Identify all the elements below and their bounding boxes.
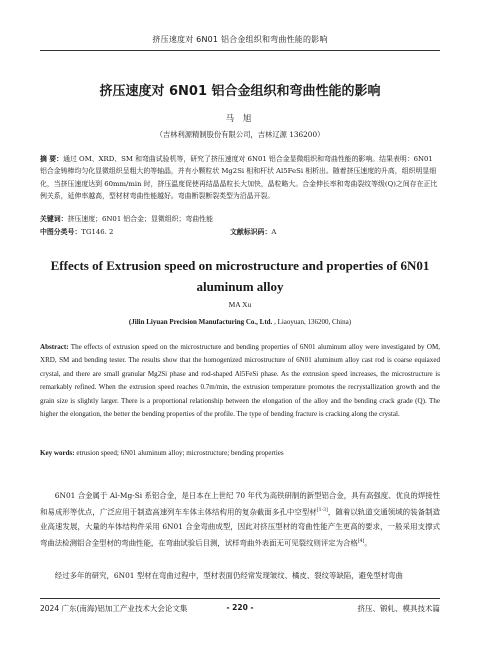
chinese-keywords	[40, 213, 440, 225]
footer-rule	[40, 598, 440, 599]
classification-label: 中图分类号：	[40, 228, 82, 236]
chinese-title: 挤压速度对 6N01 铝合金组织和弯曲性能的影响	[99, 84, 381, 99]
english-abstract-label: Abstract:	[40, 343, 69, 351]
english-abstract	[40, 341, 440, 421]
citation-ref-1-3: [1-3]	[316, 508, 328, 513]
chinese-keywords-label: 关键词：	[40, 215, 68, 223]
footer-proceedings-title: 2024 广东(南海)铝加工产业技术大会论文集	[40, 604, 188, 613]
document-code-label: 文献标识码：	[230, 228, 272, 236]
citation-ref-4: [4]	[357, 539, 365, 545]
classification-value: TG146. 2	[81, 228, 114, 236]
chinese-keywords-text: 挤压速度；6N01 铝合金；显微组织；弯曲性能	[67, 215, 213, 223]
english-title: Effects of Extrusion speed on microstructure and properties of 6N01 aluminum alloy	[50, 258, 430, 294]
english-affiliation	[40, 318, 440, 326]
body-paragraph-1-part-b: ，随着以轨道交通领域的装备制造业高速发展，大量的车体结构件采用 6N01 合金弯曲成型，因此对挤压型材的弯曲性能产生更高的要求，一般采用支撑式弯曲法检测铝合金型材的弯曲性能，在弯曲试验后目测，试样弯曲外表面无可见裂纹则评定为合格	[40, 507, 440, 548]
english-abstract-text: The effects of extrusion speed on the microstructure and bending properties of 6N01 aluminum alloy were investigated by OM, XRD, SM and bending tester. The results show that the homogenized microstructure of 6N01 aluminum alloy cast rod is coarse equiaxed crystal, and there are small granular Mg2Si phase and rod-shaped Al5FeSi phase. As the extrusion speed increases, the microstructure is remarkably refined. When the extrusion speed reaches 0.7m/min, the extrusion temperature promotes the recrystallization growth and the grain size is slightly larger. There is a proportional relationship between the elongation of the alloy and the bending crack grade (Q). The higher the elongation, the better the bending properties of the profile. The type of bending fracture is cracking along the crystal.	[40, 343, 440, 419]
chinese-author: 马 旭	[225, 114, 255, 124]
body-paragraph-1	[40, 488, 440, 551]
page-number: - 220 -	[226, 603, 254, 612]
chinese-abstract	[40, 153, 440, 203]
chinese-abstract-text: 通过 OM、XRD、SM 和弯曲试验机等，研究了挤压速度对 6N01 铝合金显微组织和弯曲性能的影响。结果表明：6N01 铝合金铸棒均匀化显微组织呈粗大的等轴晶，并有小颗粒状 Mg2Si 相和杆状 Al5FeSi 相析出。随着挤压速度的升高，组织明显细化，当挤压速度达到 60mm/min 时，挤压温度促使再结晶晶粒长大加快，晶粒略大。合金伸长率和弯曲裂纹等级(Q)之间存在正比例关系，延伸率越高，型材材弯曲性能越好。弯曲断裂断裂类型为沿晶开裂。	[40, 155, 438, 201]
classification-line	[40, 226, 440, 238]
chinese-abstract-label: 摘 要：	[40, 155, 64, 163]
english-keywords-text: etrusion speed; 6N01 aluminum alloy; microstructure; bending properties	[76, 449, 284, 457]
body-paragraph-2: 经过多年的研究，6N01 型材在弯曲过程中，型材表面仍经常发现皱纹、橘皮、裂纹等缺陷，避免型材弯曲	[54, 571, 403, 580]
english-affiliation-org: (Jilin Liyuan Precision Manufacturing Co., Ltd.	[128, 318, 273, 326]
chinese-affiliation: （吉林利源精制股份有限公司，吉林辽源 136200）	[155, 130, 325, 139]
body-paragraph-1-part-c: 。	[364, 538, 372, 548]
english-author: MA Xu	[228, 300, 252, 309]
english-keywords-label: Key words:	[40, 449, 75, 457]
running-header: 挤压速度对 6N01 铝合金组织和弯曲性能的影响	[152, 35, 328, 44]
footer-section-title: 挤压、锻轧、模具技术篇	[357, 604, 440, 613]
body-paragraph-1-part-a: 6N01 合金属于 Al-Mg-Si 系铝合金，是日本在上世纪 70 年代为高铁研制的新型铝合金，具有高强度、优良的焊接性和易成形等优点，广泛应用于制造高速列车车体主体结构用的复杂截面多孔中空型材	[40, 491, 440, 517]
document-code-value: A	[271, 228, 277, 236]
english-affiliation-rest: , Liaoyuan, 136200, China)	[272, 318, 352, 326]
document-code	[230, 226, 276, 238]
english-keywords	[40, 447, 440, 460]
header-rule	[40, 50, 440, 51]
